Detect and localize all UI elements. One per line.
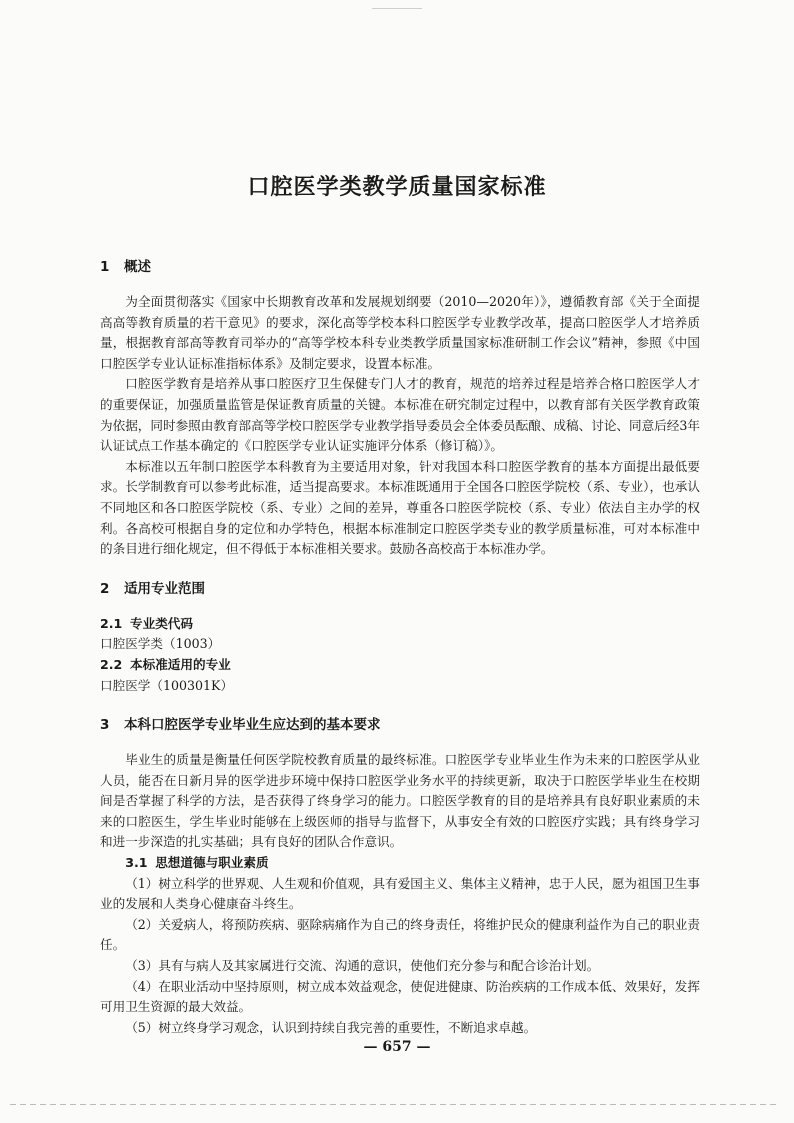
- code-text: 口腔医学（100301K）: [100, 677, 234, 693]
- document-title: 口腔医学类教学质量国家标准: [247, 174, 547, 200]
- subsection-heading: [100, 655, 700, 676]
- list-item: （5）树立终身学习观念，认识到持续自我完善的重要性，不断追求卓越。: [125, 1019, 537, 1035]
- paragraph: 毕业生的质量是衡量任何医学院校教育质量的最终标准。口腔医学专业毕业生作为未来的口腔医学从业人员，能否在日新月异的医学进步环境中保持口腔医学业务水平的持续更新，取决于口腔医学毕业生在校期间是否掌握了科学的方法，是否获得了终身学习的能力。口腔医学教育的目的是培养具有良好职业素质的未来的口腔医生，学生毕业时能够在上级医师的指导与监督下，从事安全有效的口腔医疗实践；具有终身学习和进一步深造的扎实基础；具有良好的团队合作意识。: [100, 752, 700, 850]
- paragraph: 本标准以五年制口腔医学本科教育为主要适用对象，针对我国本科口腔医学教育的基本方面提出最低要求。长学制教育可以参考此标准，适当提高要求。本标准既通用于全国各口腔医学院校（系、专业），也承认不同地区和各口腔医学院校（系、专业）之间的差异，尊重各口腔医学院校（系、专业）依法自主办学的权利。各高校可根据自身的定位和办学特色，根据本标准制定口腔医学类专业的教学质量标准，可对本标准中的条目进行细化规定，但不得低于本标准相关要求。鼓励各高校高于本标准办学。: [100, 458, 700, 557]
- section-title: 概述: [124, 259, 151, 275]
- list-item: （3）具有与病人及其家属进行交流、沟通的意识，使他们充分参与和配合诊治计划。: [125, 958, 600, 974]
- paragraph: 为全面贯彻落实《国家中长期教育改革和发展规划纲要（2010—2020年）》，遵循教育部《关于全面提高高等教育质量的若干意见》的要求，深化高等学校本科口腔医学专业教学改革，提高口腔医学人才培养质量，根据教育部高等教育司举办的“高等学校本科专业类教学质量国家标准研制工作会议”精神，参照《中国口腔医学专业认证标准指标体系》及制定要求，设置本标准。: [100, 294, 700, 371]
- page-number: — 657 —: [363, 1039, 431, 1055]
- section-heading: [100, 578, 700, 600]
- list-item: （2）关爱病人，将预防疾病、驱除病痛作为自己的终身责任，将维护民众的健康利益作为自己的职业责任。: [100, 916, 700, 953]
- section-title: 本科口腔医学专业毕业生应达到的基本要求: [124, 717, 381, 734]
- section-number: 3: [100, 717, 110, 734]
- subsection-title: 专业类代码: [130, 615, 193, 631]
- scan-edge: [10, 1104, 780, 1105]
- section-number: 1: [100, 259, 110, 275]
- section-title: 适用专业范围: [124, 580, 205, 597]
- subsection-number: 2.1: [100, 615, 123, 631]
- document-body: [100, 256, 700, 1038]
- subsection-title: 思想道德与职业素质: [155, 855, 269, 871]
- section-number: 2: [100, 580, 110, 597]
- section-heading: [100, 256, 700, 278]
- section-heading: [100, 714, 700, 736]
- scan-mark: [372, 8, 422, 9]
- subsection-title: 本标准适用的专业: [130, 656, 231, 672]
- subsection-heading: [100, 614, 700, 635]
- paragraph: 口腔医学教育是培养从事口腔医疗卫生保健专门人才的教育，规范的培养过程是培养合格口腔医学人才的重要保证，加强质量监管是保证教育质量的关键。本标准在研究制定过程中，以教育部有关医学教育政策为依据，同时参照由教育部高等学校口腔医学专业教学指导委员会全体委员酝酿、成稿、讨论、同意后经3年认证试点工作基本确定的《口腔医学专业认证实施评分体系（修订稿）》。: [100, 376, 700, 454]
- subsection-number: 3.1: [125, 855, 148, 871]
- list-item: （4）在职业活动中坚持原则，树立成本效益观念，使促进健康、防治疾病的工作成本低、效果好，发挥可用卫生资源的最大效益。: [100, 978, 700, 1015]
- code-text: 口腔医学类（1003）: [100, 636, 221, 652]
- subsection-heading: [100, 853, 700, 874]
- subsection-number: 2.2: [100, 656, 123, 672]
- list-item: （1）树立科学的世界观、人生观和价值观，具有爱国主义、集体主义精神，忠于人民，愿为祖国卫生事业的发展和人类身心健康奋斗终生。: [100, 875, 700, 912]
